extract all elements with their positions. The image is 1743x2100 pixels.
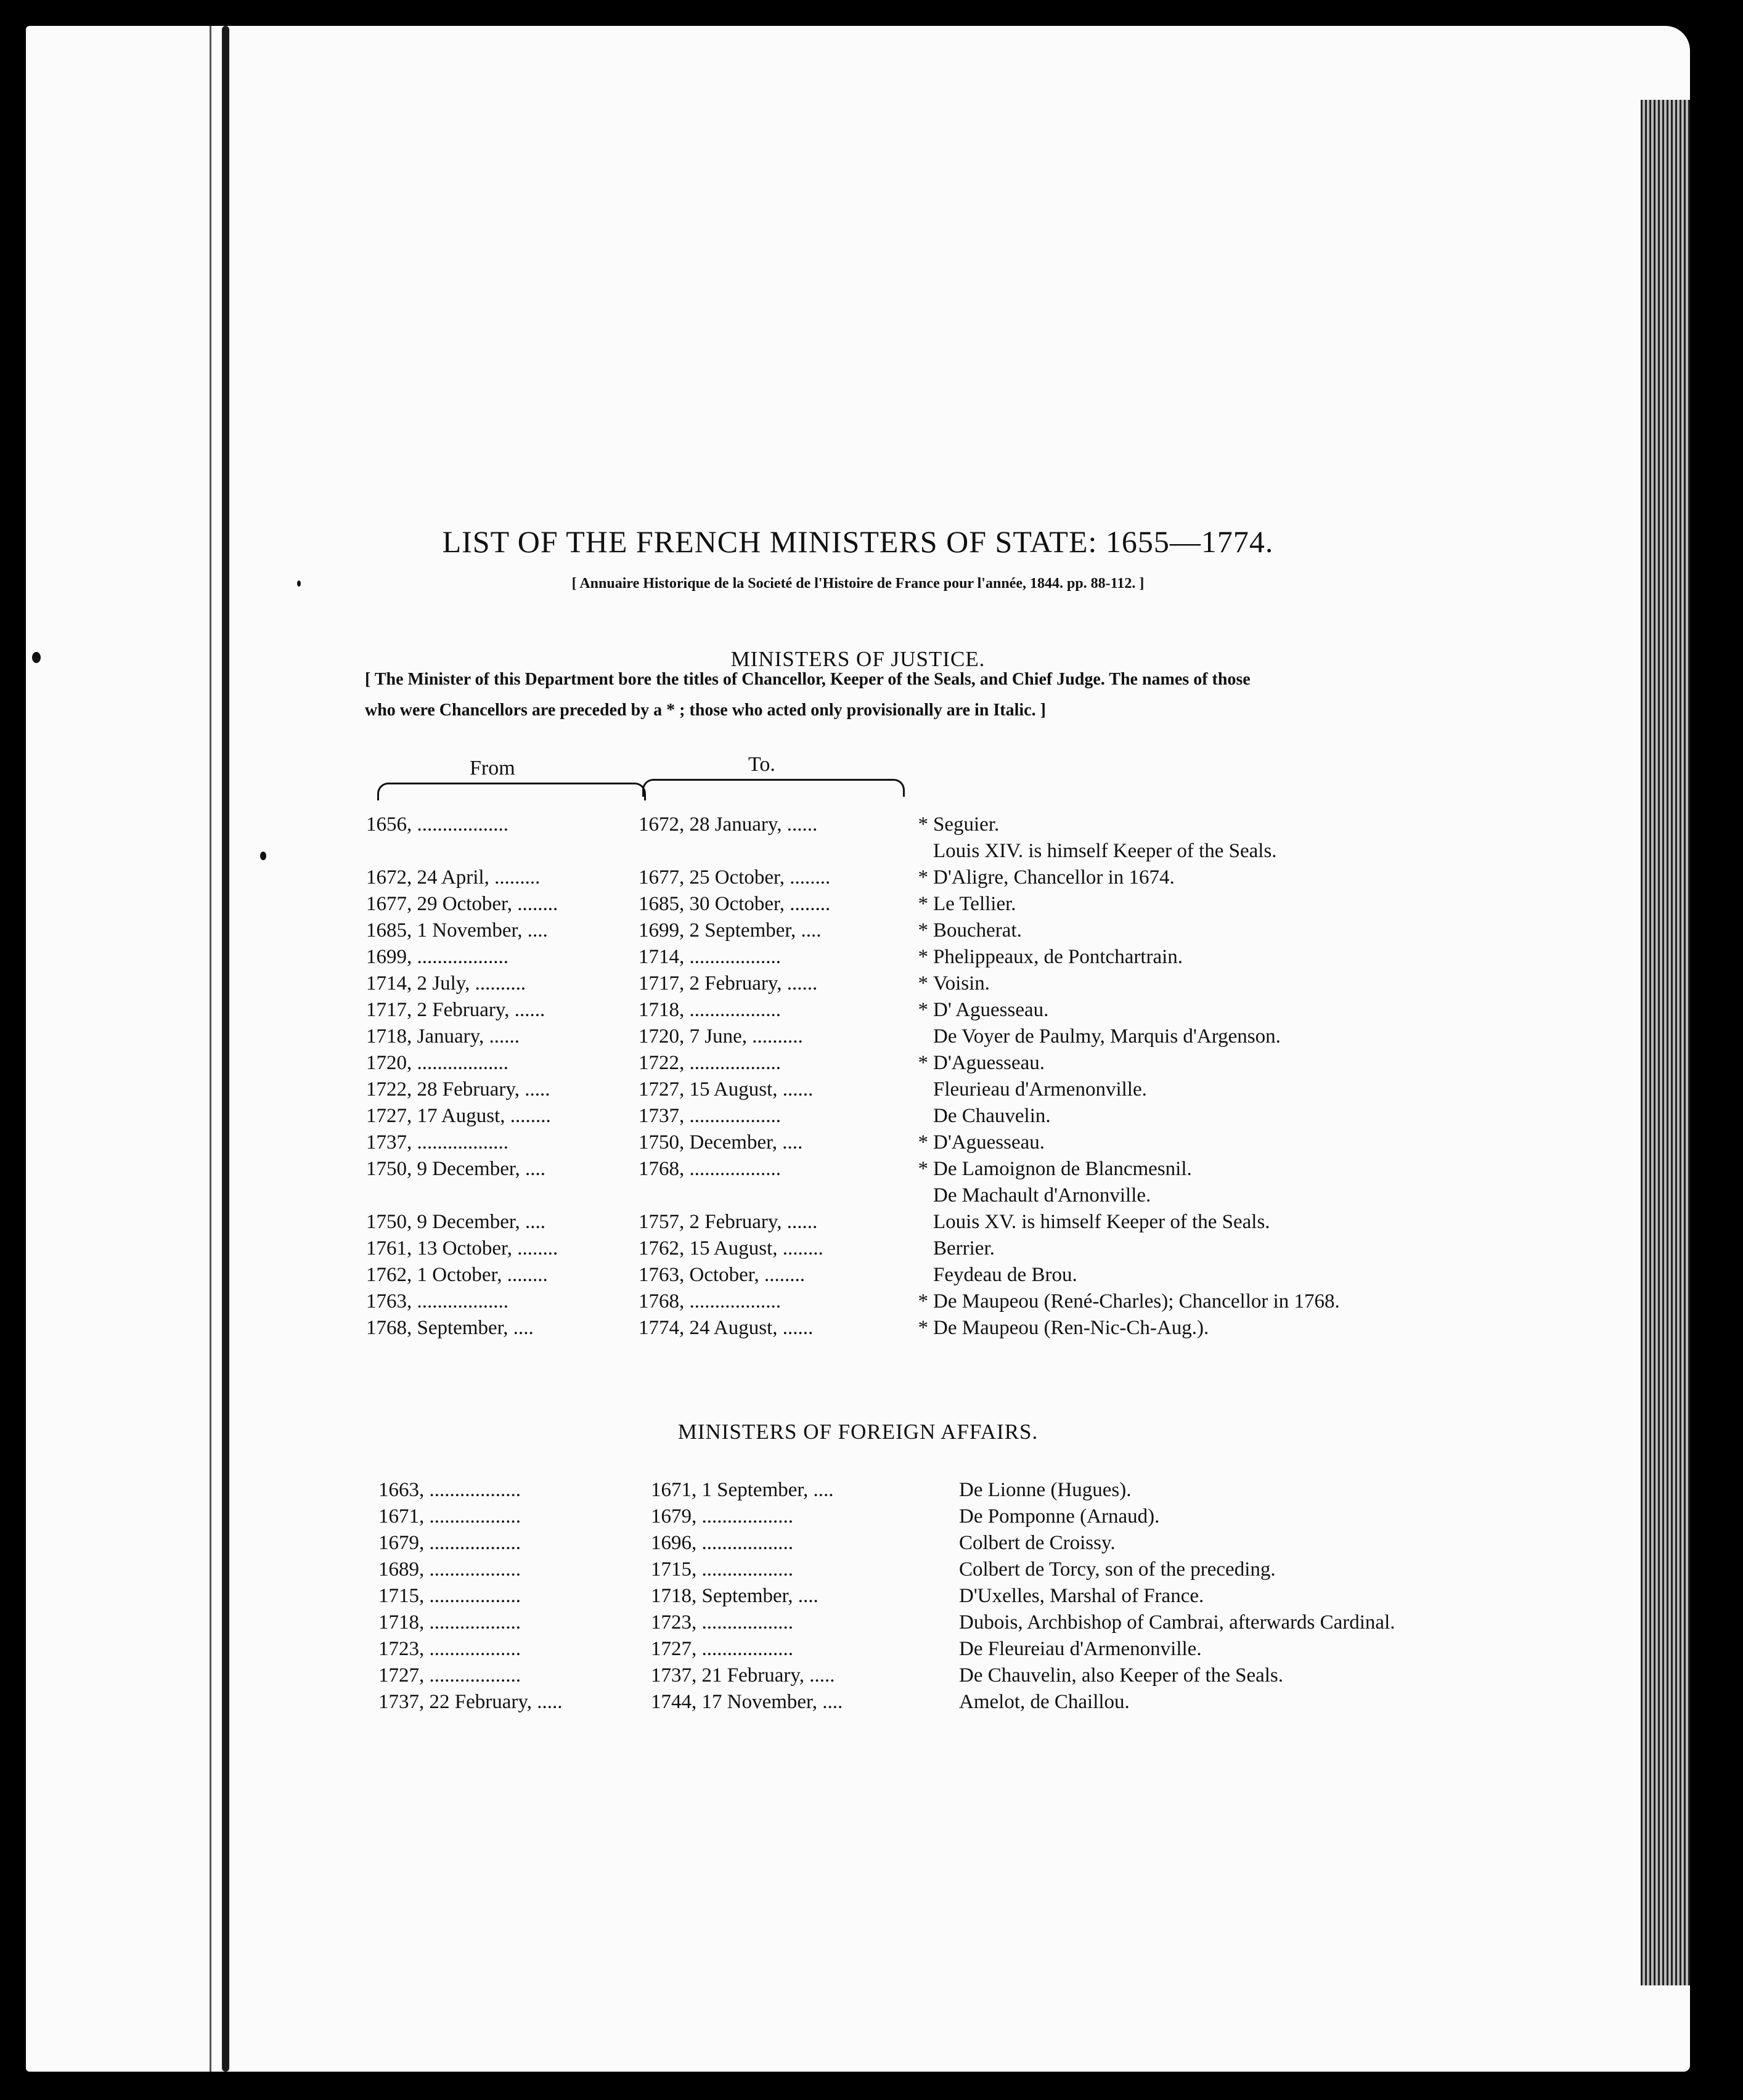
from-cell: 1720, .................. — [366, 1052, 508, 1074]
minister-name: Phelippeaux, de Pontchartrain. — [933, 946, 1183, 968]
chancellor-marker: * — [918, 1158, 928, 1180]
to-cell: 1723, .................. — [651, 1611, 793, 1634]
from-cell: 1718, January, ...... — [366, 1025, 520, 1048]
chancellor-marker: * — [918, 1131, 928, 1154]
table-row — [378, 1691, 1464, 1717]
column-from-label: From — [470, 757, 515, 779]
justice-note — [365, 664, 1462, 726]
from-cell: 1723, .................. — [378, 1638, 521, 1660]
justice-table — [366, 813, 1340, 1343]
minister-name: De Lionne (Hugues). — [959, 1479, 1132, 1501]
to-cell: 1714, .................. — [639, 946, 781, 968]
minister-name: Dubois, Archbishop of Cambrai, afterwards Cardinal. — [959, 1611, 1395, 1634]
minister-name: D'Aguesseau. — [933, 1052, 1045, 1074]
minister-name: De Chauvelin. — [933, 1105, 1051, 1127]
chancellor-marker: * — [918, 919, 928, 942]
to-cell: 1679, .................. — [651, 1505, 793, 1528]
minister-name: Fleurieau d'Armenonville. — [933, 1078, 1147, 1101]
note-line-1: [ The Minister of this Department bore the titles of Chancellor, Keeper of the Seals, and Chief Judge. The names of those — [365, 670, 1251, 689]
minister-name: Colbert de Croissy. — [959, 1532, 1116, 1554]
table-row — [378, 1532, 1464, 1558]
chancellor-marker: * — [918, 999, 928, 1021]
table-row — [366, 919, 1340, 946]
from-cell: 1762, 1 October, ........ — [366, 1264, 548, 1286]
table-row — [366, 1211, 1340, 1237]
table-row — [378, 1558, 1464, 1585]
minister-name: D'Aguesseau. — [933, 1131, 1045, 1154]
to-cell: 1718, .................. — [639, 999, 781, 1021]
chancellor-marker: * — [918, 946, 928, 968]
from-cell: 1750, 9 December, .... — [366, 1158, 546, 1180]
justice-heading: MINISTERS OF JUSTICE. — [730, 647, 986, 671]
to-cell: 1750, December, .... — [639, 1131, 803, 1154]
to-cell: 1671, 1 September, .... — [651, 1479, 834, 1501]
page-title: LIST OF THE FRENCH MINISTERS OF STATE: 1655—1774. — [442, 524, 1274, 559]
from-cell: 1718, .................. — [378, 1611, 521, 1634]
minister-name: Amelot, de Chaillou. — [959, 1691, 1130, 1713]
from-cell: 1663, .................. — [378, 1479, 521, 1501]
from-cell — [366, 1184, 631, 1211]
minister-name: Le Tellier. — [933, 893, 1016, 915]
table-row — [366, 1290, 1340, 1317]
chancellor-marker: * — [918, 1290, 928, 1312]
from-cell: 1656, .................. — [366, 813, 508, 836]
minister-name: De Pomponne (Arnaud). — [959, 1505, 1160, 1528]
minister-name: Louis XV. is himself Keeper of the Seals. — [933, 1211, 1270, 1233]
from-cell: 1717, 2 February, ...... — [366, 999, 545, 1021]
minister-name: De Machault d'Arnonville. — [933, 1184, 1151, 1207]
minister-name: De Maupeou (Ren-Nic-Ch-Aug.). — [933, 1317, 1209, 1339]
to-cell: 1744, 17 November, .... — [651, 1691, 843, 1713]
chancellor-marker: * — [918, 1317, 928, 1339]
from-cell: 1714, 2 July, .......... — [366, 972, 526, 995]
to-cell: 1720, 7 June, .......... — [639, 1025, 803, 1048]
table-row — [366, 1105, 1340, 1131]
minister-name: Feydeau de Brou. — [933, 1264, 1077, 1286]
source-citation: [ Annuaire Historique de la Societé de l'Histoire de France pour l'année, 1844. pp. 88-112. ] — [571, 576, 1145, 592]
table-row — [366, 893, 1340, 919]
foreign-heading: MINISTERS OF FOREIGN AFFAIRS. — [677, 1420, 1039, 1444]
to-cell: 1677, 25 October, ........ — [639, 866, 831, 889]
chancellor-marker — [910, 1025, 933, 1052]
chancellor-marker: * — [918, 1052, 928, 1074]
table-row — [366, 999, 1340, 1025]
from-cell — [366, 840, 631, 866]
from-cell: 1727, 17 August, ........ — [366, 1105, 551, 1127]
chancellor-marker — [910, 1105, 933, 1131]
minister-name: Colbert de Torcy, son of the preceding. — [959, 1558, 1276, 1581]
minister-name: De Lamoignon de Blancmesnil. — [933, 1158, 1192, 1180]
minister-name: Boucherat. — [933, 919, 1022, 942]
page-edge — [1641, 100, 1690, 1985]
to-cell: 1718, September, .... — [651, 1585, 818, 1607]
chancellor-marker — [910, 1184, 933, 1211]
table-row — [366, 1237, 1340, 1264]
from-cell: 1750, 9 December, .... — [366, 1211, 546, 1233]
column-to-brace — [642, 779, 905, 797]
to-cell: 1727, .................. — [651, 1638, 793, 1660]
minister-name: Berrier. — [933, 1237, 995, 1260]
table-row — [366, 840, 1340, 866]
table-row — [378, 1611, 1464, 1638]
to-cell: 1737, 21 February, ..... — [651, 1664, 835, 1687]
note-line-2: who were Chancellors are preceded by a * ; those who acted only provisionally are in Italic. ] — [365, 701, 1046, 720]
chancellor-marker: * — [918, 866, 928, 889]
from-cell: 1715, .................. — [378, 1585, 521, 1607]
from-cell: 1761, 13 October, ........ — [366, 1237, 558, 1260]
minister-name: D' Aguesseau. — [933, 999, 1049, 1021]
from-cell: 1737, 22 February, ..... — [378, 1691, 563, 1713]
column-from-brace — [377, 783, 646, 800]
to-cell: 1699, 2 September, .... — [639, 919, 822, 942]
chancellor-marker: * — [918, 893, 928, 915]
foreign-table — [378, 1479, 1464, 1717]
to-cell: 1722, .................. — [639, 1052, 781, 1074]
to-cell: 1727, 15 August, ...... — [639, 1078, 814, 1101]
minister-name: D'Aligre, Chancellor in 1674. — [933, 866, 1175, 889]
minister-name: Seguier. — [933, 813, 1000, 836]
to-cell: 1717, 2 February, ...... — [639, 972, 818, 995]
table-row — [378, 1638, 1464, 1664]
to-cell: 1763, October, ........ — [639, 1264, 805, 1286]
chancellor-marker — [910, 1264, 933, 1290]
table-row — [366, 946, 1340, 972]
to-cell: 1757, 2 February, ...... — [639, 1211, 818, 1233]
table-row — [366, 866, 1340, 893]
column-to-label: To. — [748, 753, 775, 776]
to-cell — [631, 840, 910, 866]
page-gutter — [205, 26, 248, 2072]
table-row — [366, 1264, 1340, 1290]
to-cell: 1768, .................. — [639, 1158, 781, 1180]
chancellor-marker — [910, 1237, 933, 1264]
table-row — [366, 1317, 1340, 1343]
minister-name: De Maupeou (René-Charles); Chancellor in 1768. — [933, 1290, 1340, 1312]
from-cell: 1671, .................. — [378, 1505, 521, 1528]
table-row — [366, 813, 1340, 840]
table-row — [378, 1479, 1464, 1505]
table-row — [378, 1585, 1464, 1611]
table-row — [366, 1131, 1340, 1158]
chancellor-marker — [910, 840, 933, 866]
to-cell: 1672, 28 January, ...... — [639, 813, 818, 836]
from-cell: 1689, .................. — [378, 1558, 521, 1581]
minister-name: Voisin. — [933, 972, 990, 995]
minister-name: D'Uxelles, Marshal of France. — [959, 1585, 1204, 1607]
from-cell: 1722, 28 February, ..... — [366, 1078, 550, 1101]
to-cell: 1768, .................. — [639, 1290, 781, 1312]
from-cell: 1768, September, .... — [366, 1317, 534, 1339]
book-page — [26, 26, 1690, 2072]
gutter-fold — [222, 26, 229, 2072]
table-row — [366, 1025, 1340, 1052]
to-cell: 1685, 30 October, ........ — [639, 893, 831, 915]
chancellor-marker: * — [918, 972, 928, 995]
minister-name: De Voyer de Paulmy, Marquis d'Argenson. — [933, 1025, 1281, 1048]
table-row — [366, 1052, 1340, 1078]
from-cell: 1685, 1 November, .... — [366, 919, 548, 942]
chancellor-marker: * — [918, 813, 928, 836]
chancellor-marker — [910, 1078, 933, 1105]
from-cell: 1672, 24 April, ......... — [366, 866, 541, 889]
table-row — [366, 1078, 1340, 1105]
to-cell — [631, 1184, 910, 1211]
to-cell: 1696, .................. — [651, 1532, 793, 1554]
table-row — [378, 1505, 1464, 1532]
to-cell: 1737, .................. — [639, 1105, 781, 1127]
from-cell: 1679, .................. — [378, 1532, 521, 1554]
to-cell: 1762, 15 August, ........ — [639, 1237, 823, 1260]
from-cell: 1677, 29 October, ........ — [366, 893, 558, 915]
from-cell: 1699, .................. — [366, 946, 508, 968]
from-cell: 1763, .................. — [366, 1290, 508, 1312]
to-cell: 1774, 24 August, ...... — [639, 1317, 814, 1339]
from-cell: 1727, .................. — [378, 1664, 521, 1687]
from-cell: 1737, .................. — [366, 1131, 508, 1154]
ink-speck — [260, 852, 266, 860]
chancellor-marker — [910, 1211, 933, 1237]
to-cell: 1715, .................. — [651, 1558, 793, 1581]
gutter-shadow — [210, 26, 211, 2072]
table-row — [366, 1158, 1340, 1184]
minister-name: De Chauvelin, also Keeper of the Seals. — [959, 1664, 1284, 1687]
minister-name: De Fleureiau d'Armenonville. — [959, 1638, 1202, 1660]
table-row — [378, 1664, 1464, 1691]
table-row — [366, 1184, 1340, 1211]
table-row — [366, 972, 1340, 999]
minister-name: Louis XIV. is himself Keeper of the Seals. — [933, 840, 1277, 862]
